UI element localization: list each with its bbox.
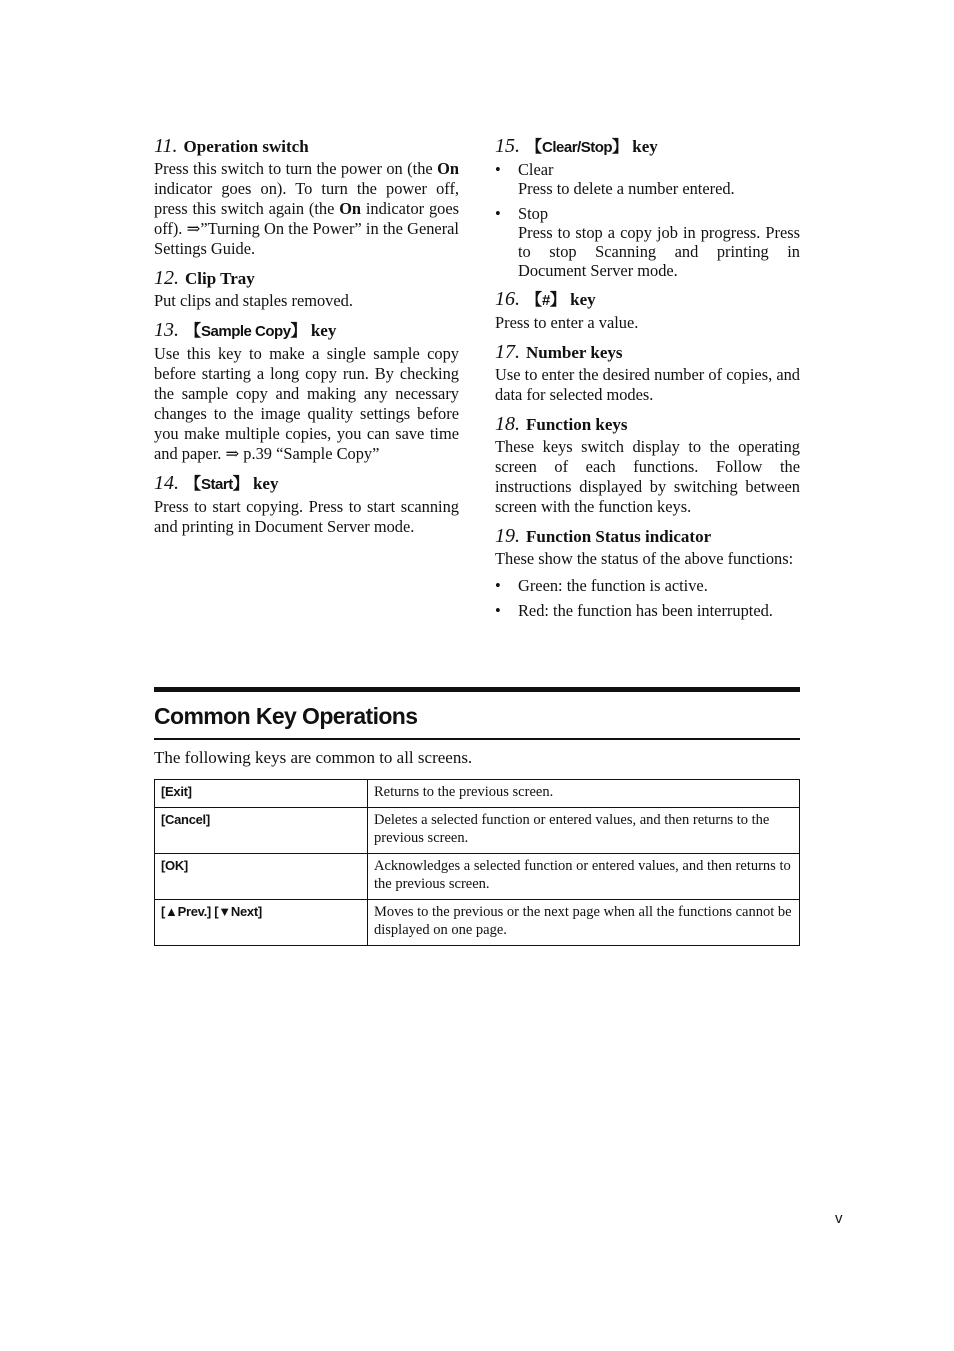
item-description: These show the status of the above functions: (495, 549, 794, 568)
bullet-text: Red: the function has been interrupted. (518, 601, 773, 620)
item-number: 11. (154, 135, 178, 157)
item-sample-copy-key (154, 318, 459, 464)
item-operation-switch (154, 134, 459, 259)
item-heading (154, 134, 459, 159)
section-title: Common Key Operations (154, 703, 418, 729)
bracket-close: 】 (549, 290, 566, 309)
bullet-label: Clear (518, 160, 554, 179)
item-title-suffix: key (248, 474, 279, 493)
text-run: Press this switch to turn the power on (the (154, 159, 438, 178)
key-name: Start (201, 476, 233, 493)
bullet-label: Stop (518, 204, 549, 223)
bracket-open: 【 (526, 290, 543, 309)
table-cell-key: [▲Prev.] [▼Next] (155, 900, 368, 946)
on-indicator-label: On (339, 199, 362, 218)
bullet-list (495, 160, 800, 280)
bullet-icon: • (495, 601, 501, 620)
text-run: indicator goes off). ⇒”Turning On the Power” in the General Settings Guide. (154, 199, 459, 258)
item-description: Put clips and staples removed. (154, 291, 353, 310)
item-number: 16. (495, 288, 520, 310)
bracket-close: 】 (290, 321, 307, 340)
table-row (155, 900, 800, 946)
key-name: Sample Copy (201, 323, 291, 340)
item-title: Clip Tray (185, 269, 255, 288)
bracket-close: 】 (232, 474, 249, 493)
item-heading (495, 524, 800, 549)
item-function-status-indicator (495, 524, 800, 620)
item-number: 17. (495, 341, 520, 363)
table-cell-description: Acknowledges a selected function or entered values, and then returns to the previous screen. (368, 854, 800, 900)
common-key-operations-section (154, 687, 800, 946)
left-column (154, 134, 459, 544)
key-name: Clear/Stop (542, 139, 613, 156)
item-title-suffix: key (565, 290, 596, 309)
table-cell-description: Returns to the previous screen. (368, 780, 800, 808)
bracket-close: 】 (612, 137, 629, 156)
item-description: Press to enter a value. (495, 313, 639, 332)
list-item (495, 576, 800, 595)
table-cell-key: [OK] (155, 854, 368, 900)
right-column (495, 134, 800, 627)
item-hash-key (495, 287, 800, 333)
item-heading (154, 266, 459, 291)
list-item (495, 160, 800, 198)
item-title: Function Status indicator (526, 527, 712, 546)
item-clip-tray (154, 266, 459, 311)
item-title-suffix: key (628, 137, 658, 156)
item-description: These keys switch display to the operating screen of each functions. Follow the instructions displayed by switching between screen with the function keys. (495, 437, 800, 516)
item-number: 12. (154, 267, 179, 289)
item-title: Function keys (526, 415, 628, 434)
item-clear-stop-key (495, 134, 800, 280)
section-rule-bottom (154, 738, 800, 740)
item-heading (154, 318, 459, 344)
item-number-keys (495, 340, 800, 405)
list-item (495, 204, 800, 280)
table-cell-key: [Exit] (155, 780, 368, 808)
item-start-key (154, 471, 459, 537)
bullet-text: Press to stop a copy job in progress. Press to stop Scanning and printing in Document Server mode. (518, 223, 800, 280)
item-number: 15. (495, 135, 520, 157)
table-row (155, 854, 800, 900)
bracket-open: 【 (185, 474, 202, 493)
section-rule-top (154, 687, 800, 692)
item-heading (495, 134, 800, 160)
item-description: Press to start copying. Press to start scanning and printing in Document Server mode. (154, 497, 459, 536)
bullet-icon: • (495, 160, 501, 179)
page-number: v (835, 1210, 843, 1227)
bracket-open: 【 (185, 321, 202, 340)
bullet-text: Press to delete a number entered. (518, 179, 735, 198)
bullet-icon: • (495, 204, 501, 223)
on-indicator-label: On (437, 159, 459, 178)
table-row (155, 808, 800, 854)
item-description (154, 159, 459, 259)
item-heading (154, 471, 459, 497)
table-cell-description: Moves to the previous or the next page when all the functions cannot be displayed on one page. (368, 900, 800, 946)
item-heading (495, 412, 800, 437)
key-name: # (542, 292, 550, 309)
item-number: 13. (154, 319, 179, 341)
item-description: Use this key to make a single sample copy before starting a long copy run. By checking the sample copy and making any necessary changes to the image quality settings before you make multiple copies, you can save time and paper. ⇒ p.39 “Sample Copy” (154, 344, 459, 463)
text-run: indicator goes on). To turn the power off, press this switch again (the (154, 179, 459, 218)
item-description: Use to enter the desired number of copies, and data for selected modes. (495, 365, 800, 404)
item-number: 14. (154, 472, 179, 494)
bullet-list (495, 576, 800, 620)
item-heading (495, 287, 800, 313)
list-item (495, 601, 800, 620)
item-number: 19. (495, 525, 520, 547)
item-title: Number keys (526, 343, 623, 362)
bracket-open: 【 (526, 137, 543, 156)
item-title-suffix: key (306, 321, 337, 340)
item-heading (495, 340, 800, 365)
key-operations-table (154, 779, 800, 946)
item-title: Operation switch (183, 137, 309, 156)
bullet-icon: • (495, 576, 501, 595)
table-cell-key: [Cancel] (155, 808, 368, 854)
section-intro: The following keys are common to all screens. (154, 748, 473, 767)
bullet-text: Green: the function is active. (518, 576, 708, 595)
table-cell-description: Deletes a selected function or entered values, and then returns to the previous screen. (368, 808, 800, 854)
item-number: 18. (495, 413, 520, 435)
table-row (155, 780, 800, 808)
item-function-keys (495, 412, 800, 517)
